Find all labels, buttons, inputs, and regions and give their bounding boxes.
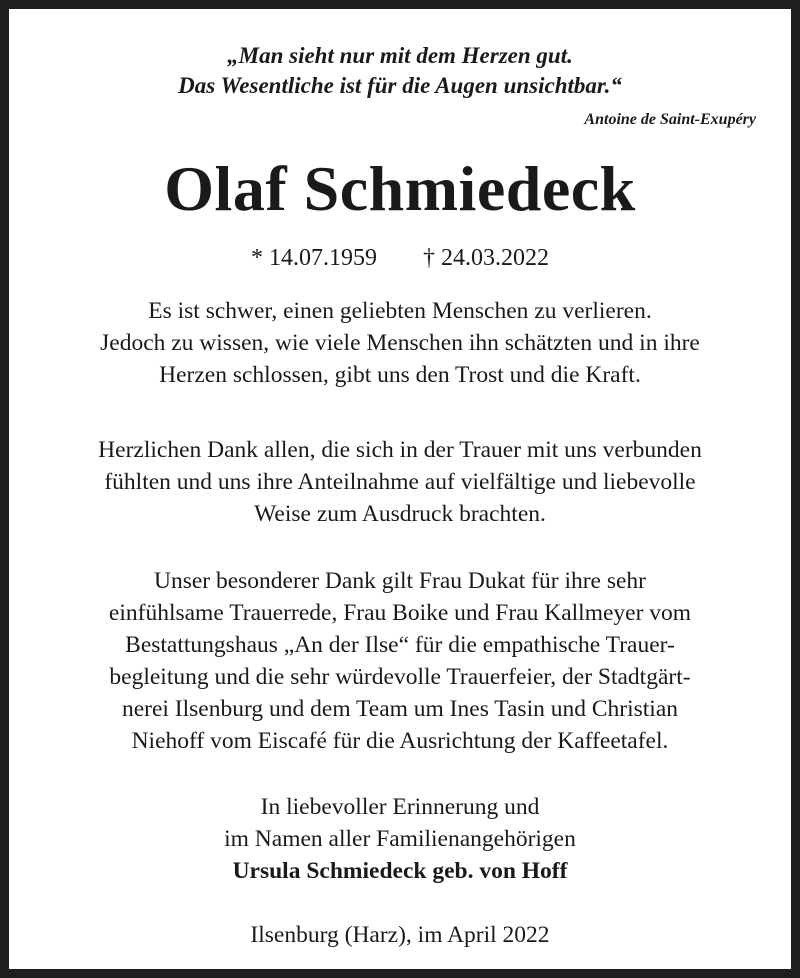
deceased-name: Olaf Schmiedeck bbox=[164, 153, 636, 224]
text-line: Bestattungshaus „An der Ilse“ für die empathische Trauer- bbox=[125, 632, 675, 658]
text-line: Es ist schwer, einen geliebten Menschen zu verlieren. bbox=[148, 298, 652, 324]
text-line: Weise zum Ausdruck brachten. bbox=[254, 501, 546, 527]
quote-line: Das Wesentliche ist für die Augen unsichtbar.“ bbox=[178, 73, 622, 98]
paragraph-special-thanks bbox=[29, 565, 771, 757]
death-date: † 24.03.2022 bbox=[423, 245, 549, 271]
quote-author: Antoine de Saint-Exupéry bbox=[584, 111, 756, 128]
text-line: einfühlsame Trauerrede, Frau Boike und Frau Kallmeyer vom bbox=[108, 600, 692, 626]
signatory-name: Ursula Schmiedeck geb. von Hoff bbox=[232, 858, 568, 884]
paragraph-thanks bbox=[29, 434, 771, 530]
text-line: Jedoch zu wissen, wie viele Menschen ihn schätzten und in ihre bbox=[100, 330, 700, 356]
closing-line: In liebevoller Erinnerung und bbox=[260, 794, 540, 820]
birth-date: * 14.07.1959 bbox=[251, 245, 377, 271]
place-and-date bbox=[29, 919, 771, 951]
closing-line: im Namen aller Familienangehörigen bbox=[224, 826, 576, 852]
text-line: Herzen schlossen, gibt uns den Trost und die Kraft. bbox=[159, 362, 641, 388]
quote-line: „Man sieht nur mit dem Herzen gut. bbox=[227, 43, 573, 68]
text-line: nerei Ilsenburg und dem Team um Ines Tasin und Christian bbox=[121, 696, 679, 722]
epigraph-quote bbox=[9, 41, 791, 101]
text-line: Herzlichen Dank allen, die sich in der Trauer mit uns verbunden bbox=[98, 437, 702, 463]
text-line: Unser besonderer Dank gilt Frau Dukat für ihre sehr bbox=[153, 568, 647, 594]
closing-block bbox=[29, 791, 771, 887]
text-line: begleitung und die sehr würdevolle Trauerfeier, der Stadtgärt- bbox=[109, 664, 691, 690]
place-date-line: Ilsenburg (Harz), im April 2022 bbox=[250, 922, 550, 948]
text-line: fühlten und uns ihre Anteilnahme auf vielfältige und liebevolle bbox=[104, 469, 696, 495]
text-line: Niehoff vom Eiscafé für die Ausrichtung der Kaffeetafel. bbox=[131, 728, 669, 754]
paragraph-grief bbox=[29, 295, 771, 391]
life-dates bbox=[9, 243, 791, 273]
